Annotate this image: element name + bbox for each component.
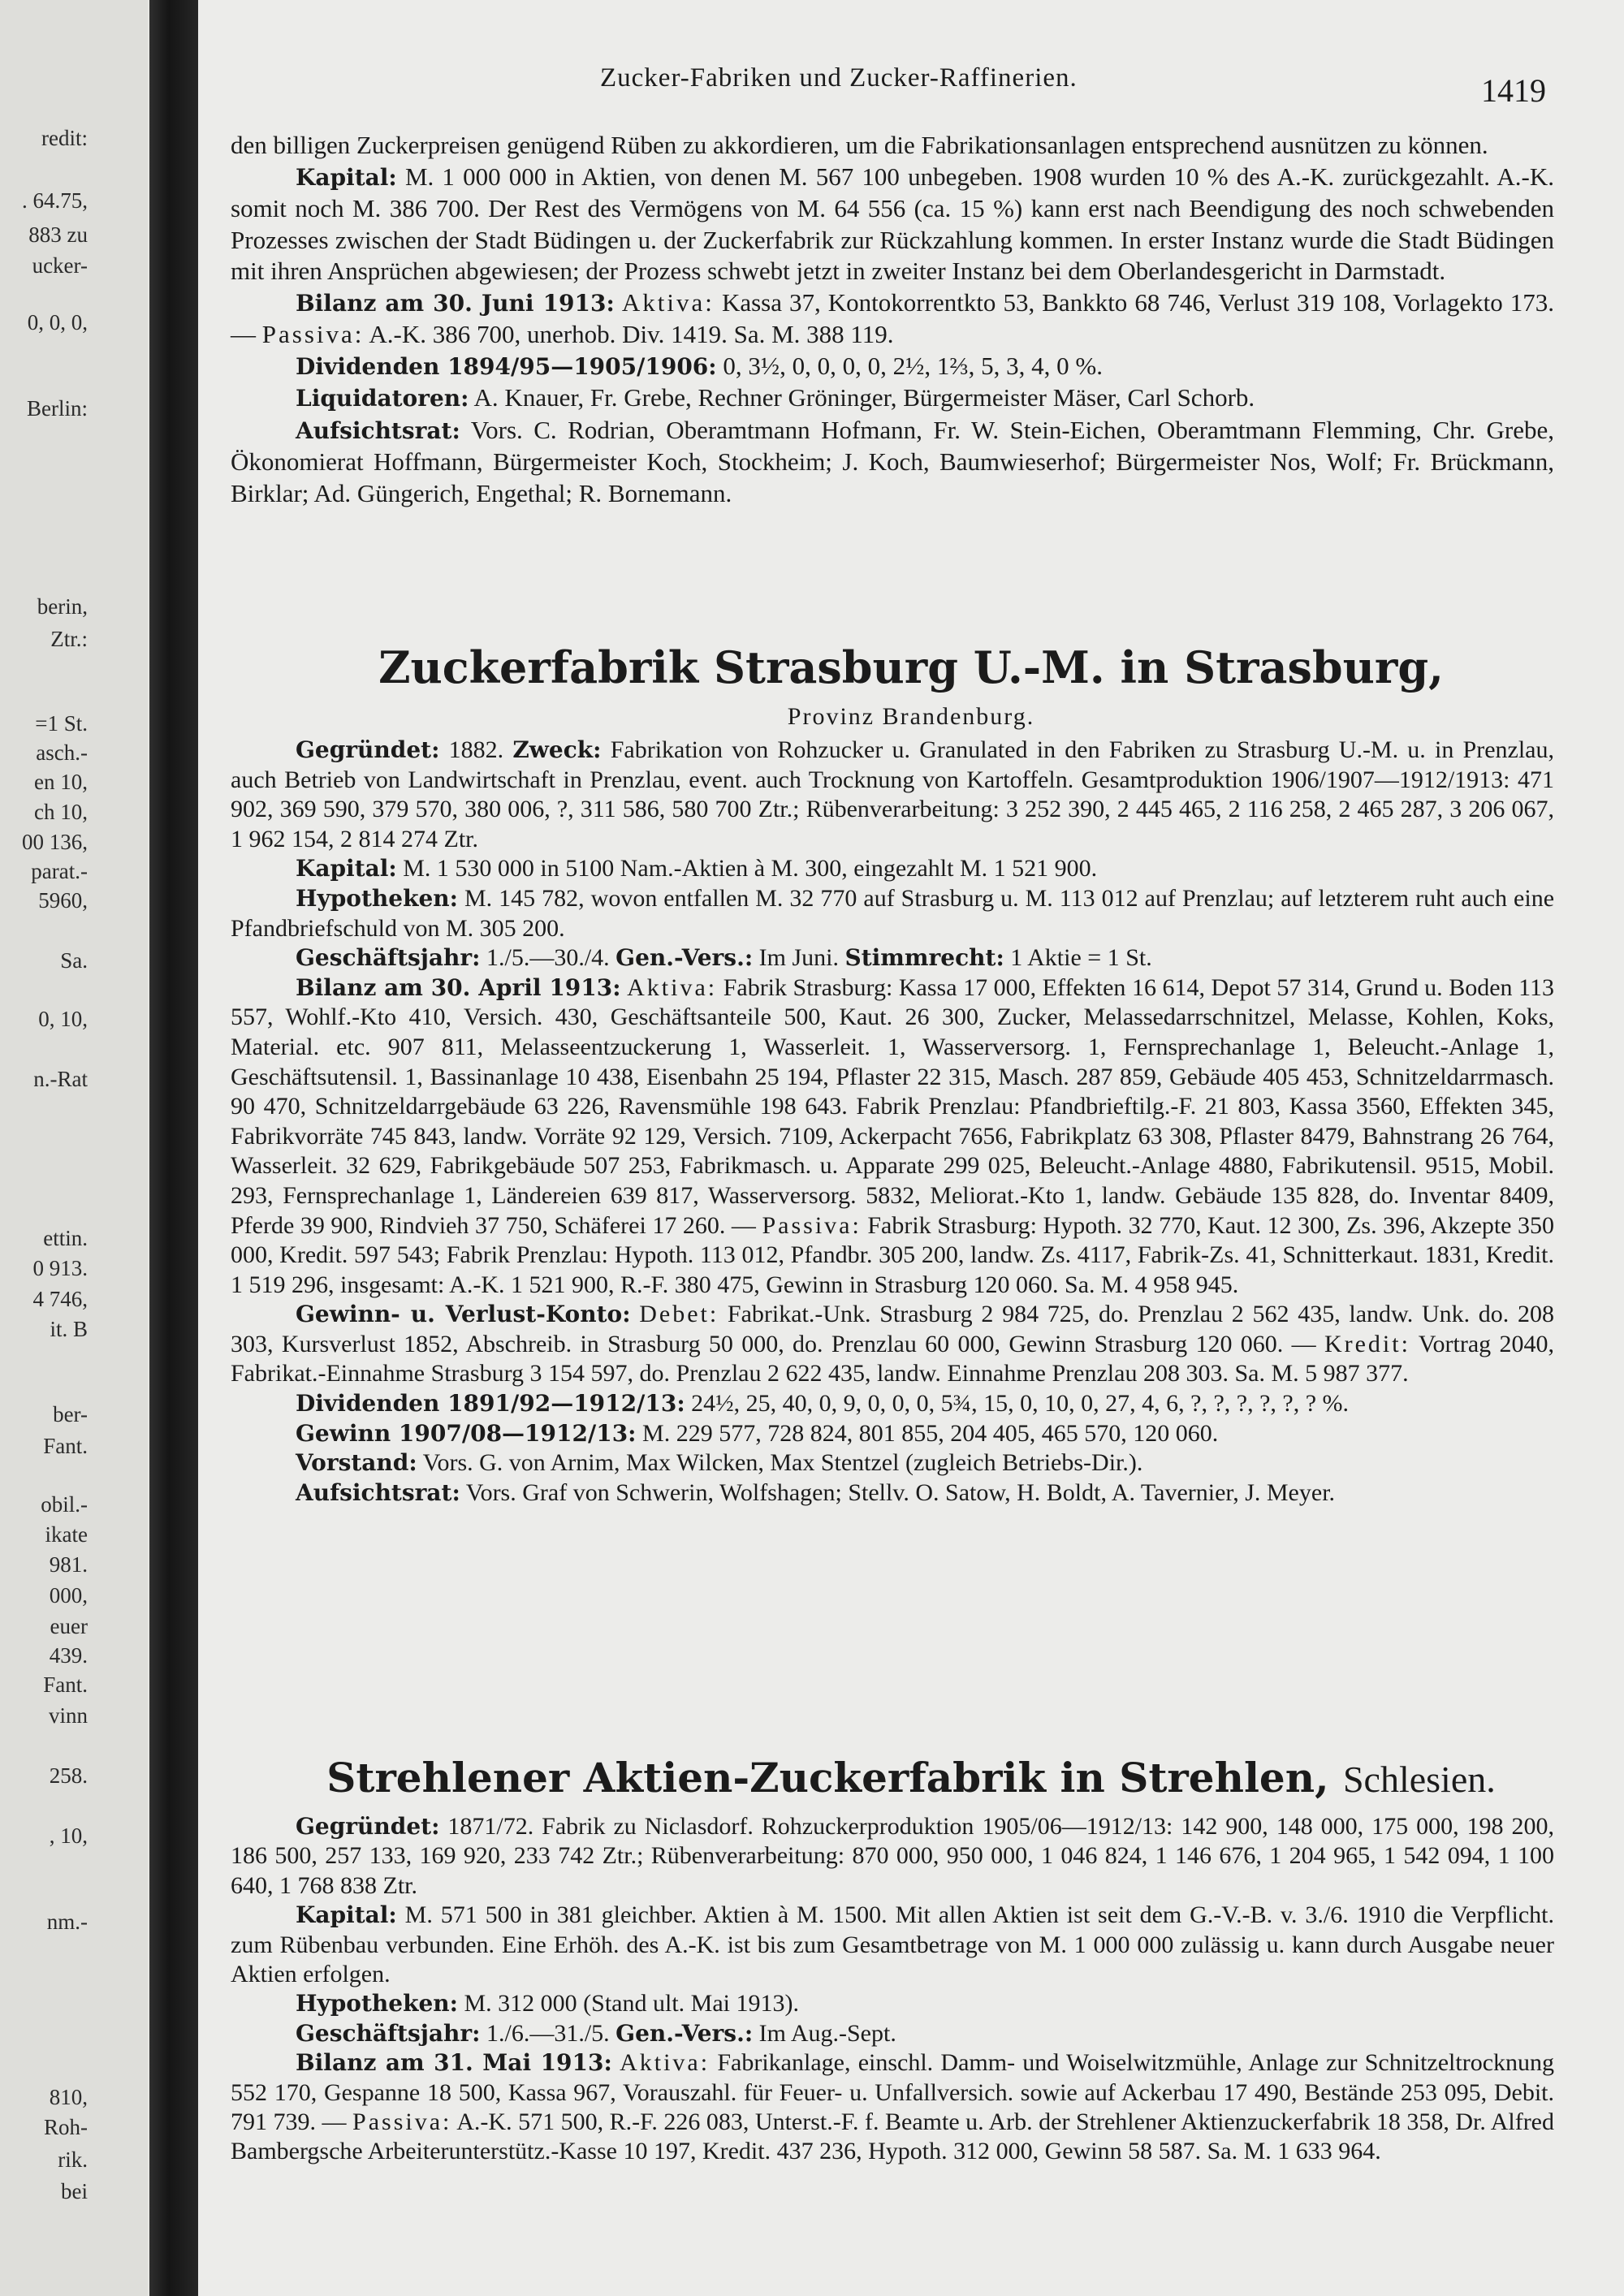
vorstand-label: Vorstand: (296, 1449, 417, 1477)
gewinn-label: Gewinn 1907/08—1912/13: (296, 1419, 637, 1447)
dividenden-label: Dividenden 1891/92—1912/13: (296, 1390, 685, 1418)
liquidatoren-label: Liquidatoren: (296, 385, 469, 412)
geschaeftsjahr-text: 1./5.—30./4. (486, 944, 610, 972)
gegruendet-text: 1871/72. Fabrik zu Niclasdorf. Rohzuckerproduktion 1905/06—1912/13: 142 900, 148 000, 175 000, 198 200, 186 500, 257 133, 169 920, 233 742 Ztr.; Rübenverarbeitung: 870 000, 950 000, 1 046 824, 1 146 676, 1 204 965, 1 542 094, 1 100 640, 1 768 838 Ztr. (231, 1813, 1554, 1899)
kapital-label: Kapital: (296, 163, 397, 191)
book-gutter (149, 0, 198, 2296)
hypotheken-text: M. 145 782, wovon entfallen M. 32 770 auf Strasburg u. M. 113 012 auf Prenzlau; auf letzterem ruht auch eine Pfandbriefschuld von M. 305 200. (231, 884, 1555, 942)
bilanz-label: Bilanz am 30. Juni 1913: (296, 289, 615, 317)
hypotheken-label: Hypotheken: (296, 884, 458, 912)
liquidatoren-paragraph (231, 382, 1554, 415)
entry-strasburg (231, 736, 1554, 1508)
bilanz-paragraph (231, 287, 1554, 351)
gewinn-text: M. 229 577, 728 824, 801 855, 204 405, 465 570, 120 060. (642, 1419, 1219, 1447)
guv-kredit-text: Vortrag 2040, Fabrikat.-Einnahme Strasburg 3 154 597, do. Prenzlau 2 622 435, landw. Einnahme Prenzlau 208 303. Sa. M. 5 987 377. (231, 1330, 1554, 1388)
facing-page-fragment: n.-Rat (33, 1067, 88, 1091)
facing-page-fragment: , 10, (49, 1823, 88, 1848)
book-page (198, 0, 1624, 2296)
facing-page-fragment: 0 913. (32, 1256, 88, 1280)
hypotheken-paragraph (231, 1989, 1554, 2018)
bilanz-paragraph (231, 2048, 1554, 2167)
kapital-label: Kapital: (296, 855, 397, 883)
bilanz-label: Bilanz am 30. April 1913: (296, 973, 621, 1001)
facing-page-fragment: 0, 10, (38, 1007, 88, 1031)
hypotheken-text: M. 312 000 (Stand ult. Mai 1913). (464, 1990, 799, 2018)
facing-page-fragment: euer (50, 1614, 88, 1638)
facing-page-fragment: ber- (53, 1402, 88, 1426)
gegruendet-label: Gegründet: (296, 736, 440, 763)
aktiva-label: Aktiva: (621, 287, 715, 317)
gegruendet-paragraph (231, 736, 1554, 854)
bilanz-passiva-text: A.-K. 386 700, unerhob. Div. 1419. Sa. M. 388 119. (369, 320, 894, 348)
aufsichtsrat-paragraph (231, 1478, 1554, 1508)
bilanz-paragraph (231, 973, 1554, 1301)
facing-page-fragment: Ztr.: (50, 627, 88, 651)
aktiva-label: Aktiva: (620, 2049, 710, 2077)
facing-page-fragment: 000, (49, 1583, 88, 1608)
facing-page-fragment: ucker- (32, 253, 88, 278)
dividenden-paragraph (231, 1389, 1554, 1419)
facing-page-fragment: 4 746, (32, 1287, 88, 1311)
zweck-text: Fabrikation von Rohzucker u. Granulated in den Fabriken zu Strasburg U.-M. u. in Prenzlau, auch Betrieb von Landwirtschaft in Prenzlau, event. auch Trocknung von Kartoffeln. Gesamtproduktion 1906/1907—1912/1913: 471 902, 369 590, 379 570, 380 006, ?, 311 586, 580 700 Ztr.; Rübenverarbeitung: 3 252 390, 2 445 465, 2 116 258, 2 465 287, 3 206 067, 1 962 154, 2 814 274 Ztr. (231, 736, 1554, 852)
page-number: 1419 (1481, 72, 1546, 109)
hypotheken-label: Hypotheken: (296, 1990, 458, 2018)
facing-page-fragment: it. B (50, 1317, 88, 1341)
facing-page-fragment: =1 St. (35, 711, 88, 736)
genvers-text: Im Aug.-Sept. (758, 2019, 896, 2047)
facing-page-fragment: Roh- (44, 2115, 88, 2139)
dividenden-paragraph (231, 351, 1554, 383)
dividenden-text: 0, 3½, 0, 0, 0, 0, 2½, 1⅔, 5, 3, 4, 0 %. (723, 351, 1103, 380)
geschaeftsjahr-paragraph (231, 2019, 1554, 2048)
facing-page-fragment: 5960, (38, 888, 88, 913)
facing-page-fragment: Sa. (60, 948, 88, 973)
facing-page-fragment: nm.- (46, 1910, 88, 1934)
facing-page-fragment: en 10, (34, 770, 88, 794)
facing-page-fragment: rik. (58, 2147, 88, 2172)
facing-page-fragment: Berlin: (27, 396, 88, 421)
aufsichtsrat-text: Vors. C. Rodrian, Oberamtmann Hofmann, Fr. W. Stein-Eichen, Oberamtmann Flemming, Chr. Grebe, Ökonomierat Hoffmann, Bürgermeister Koch, Stockheim; J. Koch, Baumwieserhof; Bürgermeister Nos, Wolf; Fr. Brückmann, Birklar; Ad. Güngerich, Engethal; R. Bornemann. (231, 415, 1554, 507)
passiva-label: Passiva: (762, 1211, 862, 1239)
guv-paragraph (231, 1300, 1554, 1389)
kredit-label: Kredit: (1324, 1330, 1410, 1357)
aufsichtsrat-label: Aufsichtsrat: (296, 1478, 460, 1506)
kapital-text: M. 1 000 000 in Aktien, von denen M. 567 100 unbegeben. 1908 wurden 10 % des A.-K. zurückgezahlt. A.-K. somit noch M. 386 700. Der Rest des Vermögens von M. 64 556 (ca. 15 %) kann erst nach Beendigung des noch schwebenden Prozesses zwischen der Stadt Büdingen u. der Zuckerfabrik zur Rückzahlung kommen. In erster Instanz wurde die Stadt Büdingen mit ihren Ansprüchen abgewiesen; der Prozess schwebt jetzt in zweiter Instanz bei dem Oberlandesgericht in Darmstadt. (231, 162, 1555, 285)
facing-page-fragment: 810, (49, 2085, 88, 2109)
geschaeftsjahr-paragraph (231, 943, 1554, 973)
dividenden-label: Dividenden 1894/95—1905/1906: (296, 352, 717, 380)
stimmrecht-text: 1 Aktie = 1 St. (1010, 944, 1152, 972)
gegruendet-label: Gegründet: (296, 1813, 440, 1840)
passiva-label: Passiva: (352, 2108, 452, 2136)
guv-label: Gewinn- u. Verlust-Konto: (296, 1301, 631, 1328)
liquidatoren-text: A. Knauer, Fr. Grebe, Rechner Gröninger, Bürgermeister Mäser, Carl Schorb. (473, 383, 1255, 412)
kapital-text: M. 571 500 in 381 gleichber. Aktien à M. 1500. Mit allen Aktien ist seit dem G.-V.-B. v. 3./6. 1910 die Verpflicht. zum Rübenbau verbunden. Eine Erhöh. des A.-K. ist bis zum Gesamtbetrage von M. 1 000 000 zulässig u. kann durch Ausgabe neuer Aktien erfolgen. (231, 1901, 1554, 1988)
intro-paragraph (231, 130, 1554, 162)
entry-subtitle-strasburg: Provinz Brandenburg. (787, 703, 1035, 730)
facing-page-margin (0, 0, 148, 2296)
kapital-paragraph (231, 1901, 1554, 1989)
facing-page-fragment: asch.- (36, 740, 88, 765)
bilanz-aktiva-text: Fabrik Strasburg: Kassa 17 000, Effekten 16 614, Depot 57 314, Grund u. Boden 113 557, Wohlf.-Kto 410, Versich. 430, Geschäftsanteile 500, Kaut. 26 300, Zucker, Melassedarrschnitzel, Melasse, Kohlen, Koks, Material. etc. 907 811, Melasseentzuckerung 1, Wasserleit. 1, Wasserversorg. 1, Fernsprechanlage 1, Beleucht.-Anlage 1, Geschäftsutensil. 1, Bassinanlage 10 438, Eisenbahn 25 194, Pflaster 22 315, Masch. 287 859, Gebäude 405 453, Schnitzeldarrmasch. 90 470, Schnitzeldarrgebäude 63 226, Ravensmühle 198 643. Fabrik Prenzlau: Pfandbrieftilg.-F. 21 803, Kassa 3560, Effekten 345, Fabrikvorräte 745 843, landw. Vorräte 92 129, Versich. 7109, Ackerpacht 7656, Fabrikplatz 63 308, Pflaster 8479, Bahnstrang 26 764, Wasserleit. 32 629, Fabrikgebäude 507 253, Fabrikmasch. u. Apparate 299 025, Beleucht.-Anlage 4880, Fabrikutensil. 9515, Mobil. 293, Fernsprechanlage 1, Ländereien 639 817, Wasserversorg. 5832, Meliorat.-Kto 1, landw. Gebäude 135 828, do. Inventar 8409, Pferde 39 900, Rindvieh 37 750, Schäferei 17 260. — (231, 973, 1554, 1239)
hypotheken-paragraph (231, 884, 1554, 943)
kapital-paragraph (231, 162, 1554, 287)
entry-title-strehlen-region: Schlesien. (1342, 1759, 1496, 1800)
kapital-paragraph (231, 854, 1554, 884)
kapital-text: M. 1 530 000 in 5100 Nam.-Aktien à M. 300, eingezahlt M. 1 521 900. (403, 855, 1098, 883)
genvers-label: Gen.-Vers.: (615, 2019, 754, 2047)
bilanz-aktiva-text: Fabrikanlage, einschl. Damm- und Woiselwitzmühle, Anlage zur Schnitzeltrocknung 552 170, Gespanne 18 500, Kassa 967, Vorauszahl. für Feuer- u. Unfallversich. sowie auf Ackerbau 17 490, Bestände 253 095, Debit. 791 739. — (231, 2049, 1555, 2136)
facing-page-fragment: obil.- (41, 1492, 88, 1517)
stimmrecht-label: Stimmrecht: (844, 944, 1004, 972)
facing-page-fragment: Fant. (43, 1434, 88, 1458)
facing-page-fragment: . 64.75, (22, 188, 88, 213)
facing-page-fragment: vinn (48, 1703, 88, 1728)
aufsichtsrat-paragraph (231, 415, 1554, 510)
genvers-text: Im Juni. (758, 944, 839, 972)
dividenden-text: 24½, 25, 40, 0, 9, 0, 0, 0, 5¾, 15, 0, 10, 0, 27, 4, 6, ?, ?, ?, ?, ?, ? %. (691, 1390, 1350, 1418)
facing-page-fragment: ikate (45, 1522, 88, 1547)
facing-page-fragment: parat.- (31, 859, 88, 883)
gewinn-paragraph (231, 1419, 1554, 1449)
vorstand-text: Vors. G. von Arnim, Max Wilcken, Max Stentzel (zugleich Betriebs-Dir.). (422, 1449, 1143, 1477)
debet-label: Debet: (639, 1301, 719, 1328)
facing-page-fragment: 439. (49, 1643, 88, 1668)
facing-page-fragment: 883 zu (28, 222, 88, 247)
bilanz-aktiva-text: Kassa 37, Kontokorrentkto 53, Bankkto 68 746, Verlust 319 108, Vorlagekto 173. — (231, 287, 1554, 348)
gegruendet-text: 1882. (448, 736, 504, 763)
aufsichtsrat-label: Aufsichtsrat: (296, 416, 460, 444)
entry-buedingen-continuation (231, 130, 1554, 509)
facing-page-fragment: ch 10, (34, 800, 88, 824)
intro-text: den billigen Zuckerpreisen genügend Rüben zu akkordieren, um die Fabrikationsanlagen entsprechend ausnützen zu können. (231, 131, 1488, 159)
vorstand-paragraph (231, 1448, 1554, 1478)
bilanz-label: Bilanz am 31. Mai 1913: (296, 2049, 612, 2077)
entry-title-strehlen-main: Strehlener Aktien-Zuckerfabrik in Strehlen, (326, 1754, 1329, 1802)
geschaeftsjahr-label: Geschäftsjahr: (296, 944, 481, 972)
entry-strehlen (231, 1812, 1554, 2167)
facing-page-fragment: 0, 0, 0, (27, 310, 88, 334)
facing-page-fragment: 00 136, (22, 830, 88, 854)
bilanz-passiva-text: A.-K. 571 500, R.-F. 226 083, Unterst.-F. f. Beamte u. Arb. der Strehlener Aktienzuckerfabrik 18 358, Dr. Alfred Bambergsche Arbeiterunterstütz.-Kasse 10 197, Kredit. 437 236, Hypoth. 312 000, Gewinn 58 587. Sa. M. 1 633 964. (231, 2108, 1554, 2165)
bilanz-passiva-text: Fabrik Strasburg: Hypoth. 32 770, Kaut. 12 300, Zs. 396, Akzepte 350 000, Kredit. 597 543; Fabrik Prenzlau: Hypoth. 113 012, Pfandbr. 305 200, landw. Zs. 4117, Fabrik-Zs. 41, Schnitterkaut. 1831, Kredit. 1 519 296, insgesamt: A.-K. 1 521 900, R.-F. 380 475, Gewinn in Strasburg 120 060. Sa. M. 4 958 945. (231, 1211, 1555, 1298)
passiva-label: Passiva: (261, 320, 365, 348)
aktiva-label: Aktiva: (627, 973, 718, 1001)
zweck-label: Zweck: (512, 736, 602, 763)
guv-debet-text: Fabrikat.-Unk. Strasburg 2 984 725, do. Prenzlau 2 562 435, landw. Unk. do. 208 303, Kursverlust 1852, Abschreib. in Strasburg 50 000, do. Prenzlau 60 000, Gewinn Strasburg 120 060. — (231, 1301, 1555, 1357)
entry-title-strasburg: Zuckerfabrik Strasburg U.-M. in Strasburg, (378, 641, 1444, 693)
genvers-label: Gen.-Vers.: (615, 944, 754, 972)
kapital-label: Kapital: (296, 1901, 397, 1929)
geschaeftsjahr-label: Geschäftsjahr: (296, 2019, 481, 2047)
facing-page-fragment: bei (61, 2179, 88, 2203)
facing-page-fragment: 258. (49, 1763, 88, 1788)
running-head: Zucker-Fabriken und Zucker-Raffinerien. (600, 63, 1078, 93)
facing-page-fragment: berin, (37, 594, 88, 619)
facing-page-fragment: redit: (41, 126, 88, 150)
aufsichtsrat-text: Vors. Graf von Schwerin, Wolfshagen; Stellv. O. Satow, H. Boldt, A. Tavernier, J. Meyer. (465, 1478, 1336, 1506)
geschaeftsjahr-text: 1./6.—31./5. (486, 2019, 610, 2047)
gegruendet-paragraph (231, 1812, 1554, 1901)
entry-title-strehlen (198, 1754, 1624, 1802)
facing-page-fragment: 981. (49, 1552, 88, 1577)
facing-page-fragment: ettin. (43, 1226, 88, 1250)
facing-page-fragment: Fant. (43, 1672, 88, 1697)
